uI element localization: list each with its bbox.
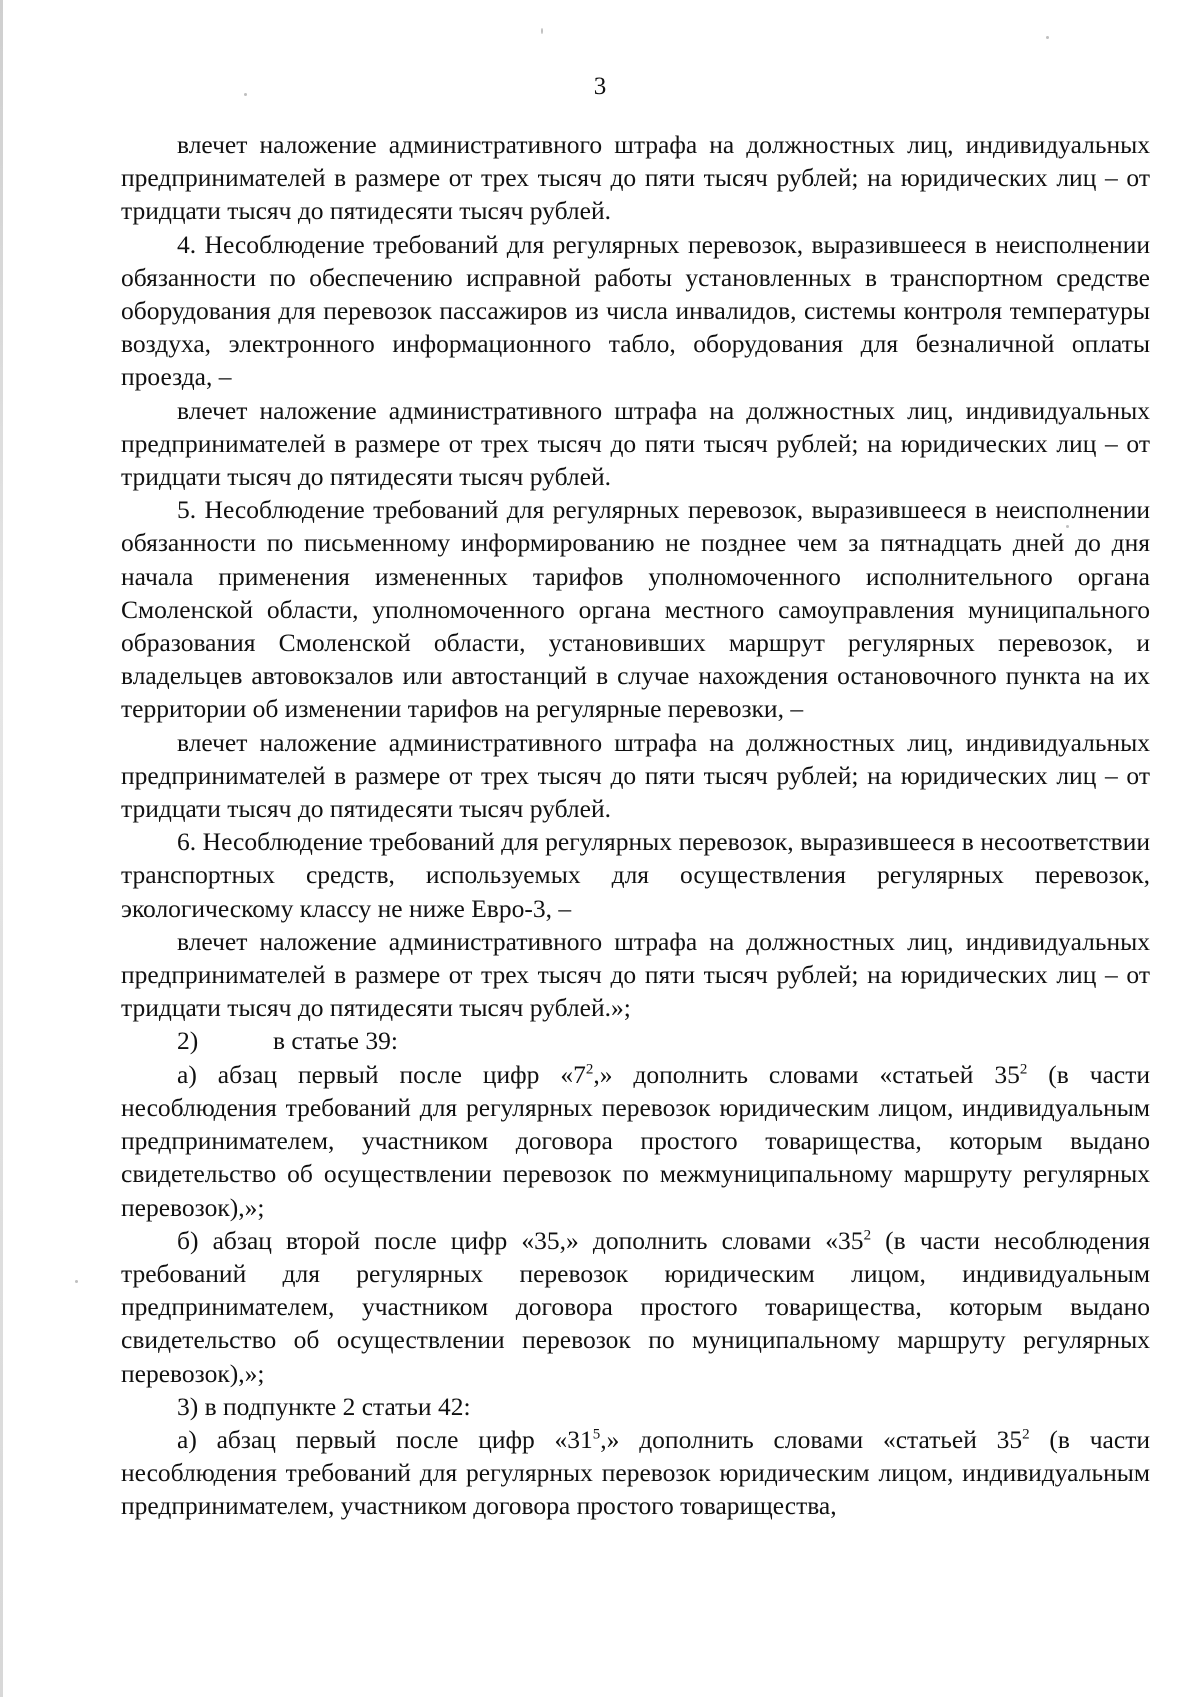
text-part: а) абзац первый после цифр «31 (177, 1424, 593, 1454)
paragraph-penalty-6: влечет наложение административного штрафа на должностных лиц, индивидуальных предпринимателей в размере от трех тысяч до пяти тысяч рублей; на юридических лиц – от тридцати тысяч до пятидесяти тысяч рублей.»; (121, 926, 1150, 1023)
scan-speck (1046, 36, 1049, 39)
scan-speck (75, 1280, 78, 1283)
paragraph-item-4: 4. Несоблюдение требований для регулярных перевозок, выразившееся в неисполнении обязанности по обеспечению исправной работы установленных в транспортном средстве оборудования для перевозок пассажиров из числа инвалидов, системы контроля температуры воздуха, электронного информационного табло, оборудования для безналичной оплаты проезда, – (121, 229, 1150, 392)
text-part: а) абзац первый после цифр «7 (177, 1059, 586, 1089)
superscript: 2 (1022, 1426, 1030, 1443)
text-part: ,» дополнить словами «статьей 35 (593, 1059, 1020, 1089)
point-number: 2) (177, 1026, 199, 1056)
document-body (121, 128, 1150, 1523)
text-part: (в части несоблюдения требований для регулярных перевозок юридическим лицом, индивидуальным предпринимателем, участником договора простого товарищества, которым выдано свидетельство об осуществлении перевозок по муниципальному маршруту регулярных перевозок),»; (121, 1225, 1150, 1388)
superscript: 2 (1019, 1061, 1028, 1078)
paragraph-point-3: 3) в подпункте 2 статьи 42: (177, 1391, 471, 1421)
text-part: ,» дополнить словами «статьей 35 (600, 1424, 1023, 1454)
paragraph-penalty-4: влечет наложение административного штрафа на должностных лиц, индивидуальных предпринимателей в размере от трех тысяч до пяти тысяч рублей; на юридических лиц – от тридцати тысяч до пятидесяти тысяч рублей. (121, 395, 1150, 492)
paragraph-subpoint-b-39 (121, 1224, 1150, 1390)
page-number: 3 (593, 73, 607, 100)
paragraph-point-2 (121, 1024, 1150, 1057)
paragraph-item-5: 5. Несоблюдение требований для регулярных перевозок, выразившееся в неисполнении обязанности по письменному информированию не позднее чем за пятнадцать дней до дня начала применения измененных тарифов уполномоченного исполнительного органа Смоленской области, уполномоченного органа местного самоуправления муниципального образования Смоленской области, установивших маршрут регулярных перевозок, и владельцев автовокзалов или автостанций в случае нахождения остановочного пункта на их территории об изменении тарифов на регулярные перевозки, – (121, 495, 1150, 724)
paragraph-subpoint-a-39 (121, 1058, 1150, 1224)
scan-edge-shadow (0, 0, 3, 1697)
paragraph-subpoint-a-42 (121, 1423, 1150, 1523)
paragraph-penalty-intro: влечет наложение административного штрафа на должностных лиц, индивидуальных предпринимателей в размере от трех тысяч до пяти тысяч рублей; на юридических лиц – от тридцати тысяч до пятидесяти тысяч рублей. (121, 130, 1150, 226)
point-text: в статье 39: (273, 1026, 398, 1056)
paragraph-penalty-5: влечет наложение административного штрафа на должностных лиц, индивидуальных предпринимателей в размере от трех тысяч до пяти тысяч рублей; на юридических лиц – от тридцати тысяч до пятидесяти тысяч рублей. (121, 727, 1150, 824)
superscript: 2 (585, 1061, 594, 1078)
text-part: (в части несоблюдения требований для регулярных перевозок юридическим лицом, индивидуальным предпринимателем, участником договора простого товарищества, (121, 1424, 1150, 1521)
text-part: б) абзац второй после цифр «35,» дополнить словами «35 (177, 1225, 864, 1255)
paragraph-item-6: 6. Несоблюдение требований для регулярных перевозок, выразившееся в несоответствии транспортных средств, используемых для осуществления регулярных перевозок, экологическому классу не ниже Евро-3, – (121, 827, 1150, 923)
text-part: (в части несоблюдения требований для регулярных перевозок юридическим лицом, индивидуальным предпринимателем, участником договора простого товарищества, которым выдано свидетельство об осуществлении перевозок по межмуниципальному маршруту регулярных перевозок),»; (121, 1059, 1150, 1222)
superscript: 5 (592, 1426, 601, 1443)
scan-speck (541, 28, 543, 34)
superscript: 2 (863, 1227, 872, 1244)
